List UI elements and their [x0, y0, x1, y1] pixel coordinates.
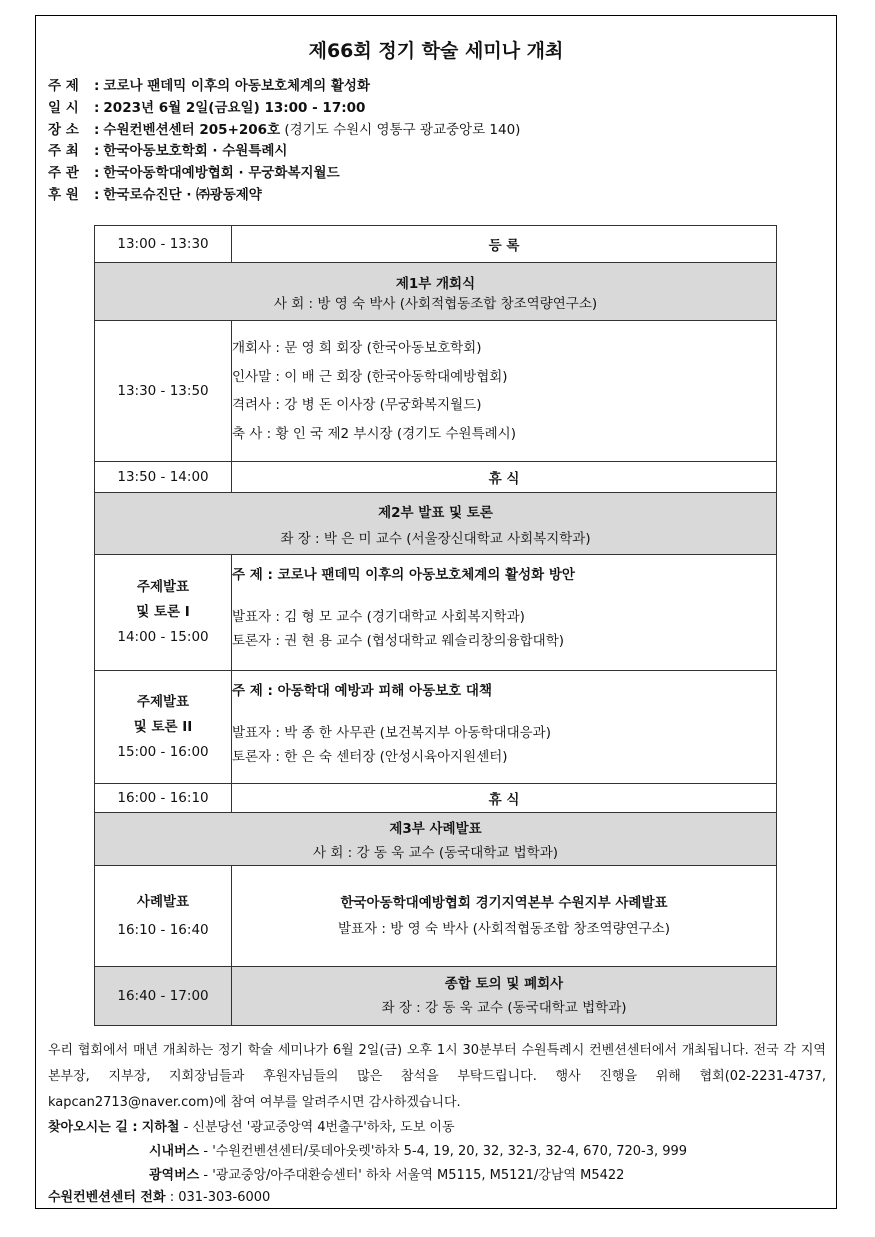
session-label: 및 토론 I [136, 604, 190, 620]
info-label: 장 소 [48, 121, 79, 138]
info-value: 한국로슈진단 · ㈜광동제약 [103, 186, 262, 203]
session2-label-cell [95, 671, 232, 784]
session-label: 주제발표 [136, 579, 190, 595]
part3-header [95, 813, 777, 866]
part3-host: 사 회 : 강 동 욱 교수 (동국대학교 법학과) [312, 845, 559, 861]
info-organizer: 주 관 : 한국아동학대예방협회 · 무궁화복지월드 [48, 163, 520, 185]
session2-details [232, 671, 777, 784]
session-label: 주제발표 [136, 693, 190, 710]
case-presenter: 발표자 : 방 영 숙 박사 (사회적협동조합 창조역량연구소) [337, 921, 671, 937]
part3-header-row [95, 813, 777, 866]
info-label: 후 원 [48, 186, 79, 203]
info-label: 주 관 [48, 165, 79, 182]
info-value: 한국아동학대예방협회 · 무궁화복지월드 [103, 165, 340, 182]
greeting: 인사말 : 이 배 근 회장 (한국아동학대예방협회) [232, 368, 508, 385]
registration-cell: 등 록 [232, 226, 777, 263]
part2-header-row [95, 493, 777, 555]
event-info [48, 76, 520, 207]
directions [48, 1116, 687, 1188]
directions-heading: 찾아오시는 길 : [48, 1120, 138, 1135]
session-presenter: 발표자 : 박 종 한 사무관 (보건복지부 아동학대대응과) [232, 725, 551, 741]
break-cell: 휴 식 [232, 784, 777, 813]
info-topic: 주 제 : 코로나 팬데믹 이후의 아동보호체계의 활성화 [48, 76, 520, 98]
transport-text: - 신분당선 '광교중앙역 4번출구'하차, 도보 이동 [183, 1120, 455, 1135]
time-cell: 13:50 - 14:00 [95, 462, 232, 493]
case-row [95, 866, 777, 967]
session-topic: 주 제 : 아동학대 예방과 피해 아동보호 대책 [232, 683, 492, 699]
transport-text: - '광교중앙/아주대환승센터' 하차 서울역 M5115, M5121/강남역 M5422 [203, 1168, 625, 1183]
closing-row [95, 967, 777, 1026]
info-label: 주 최 [48, 143, 79, 160]
directions-row [48, 1140, 687, 1164]
time-cell: 16:40 - 17:00 [95, 967, 232, 1026]
closing-details [232, 967, 777, 1026]
transport-mode: 시내버스 [149, 1144, 200, 1159]
part2-title: 제2부 발표 및 토론 [378, 504, 493, 521]
case-label-cell [95, 866, 232, 967]
info-label: 주 제 [48, 78, 79, 94]
page-title: 제66회 정기 학술 세미나 개최 [308, 40, 564, 62]
time-cell: 13:00 - 13:30 [95, 226, 232, 263]
part1-header-row [95, 263, 777, 321]
session-presenter: 발표자 : 김 형 모 교수 (경기대학교 사회복지학과) [232, 609, 525, 625]
info-value: 2023년 6월 2일(금요일) 13:00 - 17:00 [103, 99, 366, 116]
congratulation: 축 사 : 황 인 국 제2 부시장 (경기도 수원특례시) [232, 425, 516, 442]
part1-host: 사 회 : 방 영 숙 박사 (사회적협동조합 창조역량연구소) [273, 295, 598, 312]
case-details [232, 866, 777, 967]
part1-title: 제1부 개회식 [395, 275, 476, 292]
time-cell: 16:00 - 16:10 [95, 784, 232, 813]
session2-row [95, 671, 777, 784]
notice-paragraph: 우리 협회에서 매년 개최하는 정기 학술 세미나가 6월 2일(금) 오후 1시 30분부터 수원특례시 컨벤션센터에서 개최됩니다. 전국 각 지역본부장, 지부장, 지회장님들과 후원자님들의 많은 참석을 부탁드립니다. 행사 진행을 위해 협회(02-2231-4737, kapcan2713@naver.com)에 참여 여부를 알려주시면 감사하겠습니다. [48, 1043, 826, 1110]
info-sponsor: 후 원 : 한국로슈진단 · ㈜광동제약 [48, 185, 520, 207]
part2-header [95, 493, 777, 555]
info-host: 주 최 : 한국아동보호학회 · 수원특례시 [48, 141, 520, 163]
case-title: 한국아동학대예방협회 경기지역본부 수원지부 사례발표 [340, 895, 668, 911]
transport-mode: 광역버스 [149, 1168, 200, 1183]
venue-phone [48, 1186, 270, 1205]
encouragement: 격려사 : 강 병 돈 이사장 (무궁화복지월드) [232, 397, 482, 413]
session-label: 및 토론 II [133, 718, 193, 735]
part3-title: 제3부 사례발표 [389, 821, 482, 837]
time-cell: 13:30 - 13:50 [95, 321, 232, 462]
case-time: 16:10 - 16:40 [117, 922, 209, 938]
phone-label: 수원컨벤션센터 전화 [48, 1190, 166, 1205]
session-time: 15:00 - 16:00 [117, 743, 209, 760]
session-time: 14:00 - 15:00 [117, 629, 209, 645]
info-venue: 장 소 : 수원컨벤션센터 205+206호 (경기도 수원시 영통구 광교중앙로 140) [48, 120, 520, 142]
session-discussant: 토론자 : 한 은 숙 센터장 (안성시육아지원센터) [232, 749, 508, 765]
info-date: 일 시 : 2023년 6월 2일(금요일) 13:00 - 17:00 [48, 98, 520, 120]
schedule-table [94, 225, 777, 1026]
session-topic: 주 제 : 코로나 팬데믹 이후의 아동보호체계의 활성화 방안 [232, 567, 575, 583]
directions-row [48, 1116, 687, 1140]
session1-details [232, 555, 777, 671]
break-cell: 휴 식 [232, 462, 777, 493]
case-label: 사례발표 [136, 894, 190, 910]
session1-label-cell [95, 555, 232, 671]
document-frame [35, 15, 837, 1209]
closing-chair: 좌 장 : 강 동 욱 교수 (동국대학교 법학과) [381, 1000, 627, 1016]
closing-title: 종합 토의 및 폐회사 [444, 976, 564, 992]
opening-row [95, 321, 777, 462]
transport-mode: 지하철 [141, 1120, 180, 1135]
session1-row [95, 555, 777, 671]
info-extra: (경기도 수원시 영통구 광교중앙로 140) [284, 121, 521, 138]
info-value: 수원컨벤션센터 205+206호 [103, 121, 281, 138]
break1-row [95, 462, 777, 493]
info-value: 한국아동보호학회 · 수원특례시 [103, 143, 288, 160]
info-value: 코로나 팬데믹 이후의 아동보호체계의 활성화 [103, 78, 370, 94]
opening-details [232, 321, 777, 462]
session-discussant: 토론자 : 권 현 용 교수 (협성대학교 웨슬리창의융합대학) [232, 633, 565, 649]
part1-header [95, 263, 777, 321]
schedule-row-registration [95, 226, 777, 263]
break2-row [95, 784, 777, 813]
part2-chair: 좌 장 : 박 은 미 교수 (서울장신대학교 사회복지학과) [280, 530, 591, 547]
info-label: 일 시 [48, 99, 79, 116]
directions-row [48, 1164, 687, 1188]
transport-text: - '수원컨벤션센터/롯데아웃렛'하차 5-4, 19, 20, 32, 32-3, 32-4, 670, 720-3, 999 [203, 1144, 688, 1159]
opening-speech: 개회사 : 문 영 희 회장 (한국아동보호학회) [232, 340, 482, 356]
phone-number: : 031-303-6000 [169, 1190, 271, 1205]
